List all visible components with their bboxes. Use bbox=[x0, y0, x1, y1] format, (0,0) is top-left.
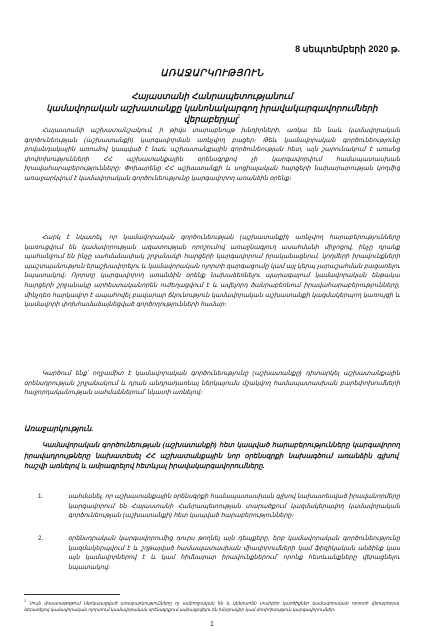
footnote-mark: 1 bbox=[24, 599, 26, 603]
document-date: 8 սեպտեմբերի 2020 թ. bbox=[295, 44, 400, 54]
section-heading: Առաջարկություն. bbox=[24, 424, 94, 433]
page-number: 1 bbox=[210, 621, 214, 628]
subtitle-footnote-mark: 1 bbox=[237, 114, 241, 121]
list-item-number: 2. bbox=[38, 535, 44, 542]
document-subtitle-line-2 bbox=[24, 103, 400, 125]
footnote-divider bbox=[24, 594, 120, 595]
list-item-text: սահմանել, որ աշխատանքային օրենսգրքի համապատասխան գլխով նախատեսված իրավանորմերը կարգավորում են Հայաստանի Հանրապետության տարածքում կազմակերպվող կամավորական գործունեության (աշխատանքի) հետ կապված հարաբերությունները։ bbox=[68, 493, 400, 520]
paragraph-1: Հայաստանի աշխատանշակում, ի թիվս տարաբնույթ խնդիրների, առկա են նաև կամավորական գործունեության (աշխատանքի) կարգավորման առնչվող բացեր։ Թեև կամավորական գործունեությունը բովանդակային առումով կապված է նաև աշխատանքային գործունեության հետ, այն շարունակում է առանց փոփոխությունների ՀՀ աշխատանքային օրենսգրքով չի կարգավորվում համապատասխան իրավահարաբերությունները։ Փոխարենը ՀՀ աշխատանքի և սոցիալական հարցերի նախարարության կողմից առաջարկվում է կամավորական գործունեությունը կարգավորող առանձին օրենք։ bbox=[24, 127, 400, 182]
list-item-number: 1. bbox=[38, 493, 44, 500]
list-item bbox=[24, 534, 400, 582]
list-item-text: օրենսդրական կարգավորումից դուրս թողնել այն դեպքերը, երբ կամավորական գործունեությունը կազմակերպվում է և շղթայված համապատասխան միավորումների կամ ֆիզիկական անձինք կամ այն կամավորներով է և կամ հիմնարար իրավունքներում՝ որոնք հետևանքները վերացնելու նպատակով։ bbox=[68, 535, 400, 571]
proposal-intro: Կամավորական գործունեության (աշխատանքի) հետ կապված հարաբերությունները կարգավորող իրավադրույթները նախատեսել ՀՀ աշխատանքային նոր օրենսգրքի նախագծում առանձին գլխով՝ հաշվի առնելով և ամրագրելով հետևյալ իրավակարգավորումները. bbox=[24, 442, 400, 470]
list-item bbox=[24, 492, 400, 530]
paragraph-2: Հարկ է նկատել, որ կամավորական գործունեության (աշխատանքի) առնչվող հարաբերությունները կառուցվում են կամավորության ազատության որոշումով առաջնագյուղ ասահմանի միջոցով, ինչը դրանք պահանջում են ինչը սահմանափակ շրջանակի հարցերի կարգավորում իրականացնում, կողմերի իրավունքների պաշտպանություն երաշխավորելու և կամավորական ոլորտի զարգացումը կամ այլ կերպ չարաշահման բացառելու նպատակով։ Ոլորտը կարգավորող առանձին օրենք նախաձեռնելու պարագայում կամավորական ենթակա հարցերի շրջանակը արհեստականորեն ուժեղացվում է և ավելորդ ծանրաբեռնում իրավահարաբերությունները, մինչդեռ հարկավոր է ապահովել բավարար ճկունություն կամավորական աշխատանքի կազմակերպող կառույցի և կամավորի փոխհամաձայնեցված գործողությունների համար։ bbox=[24, 234, 400, 309]
footnote bbox=[24, 598, 400, 618]
subtitle-text: կամավորական աշխատանքը կանոնակարգող իրավակարգավորումների վերաբերյալ bbox=[46, 103, 378, 124]
paragraph-3: Կարծում ենք՝ ողջամիտ է կամավորական գործունեությունը (աշխատանքը) դիտարկել աշխատանքային օրենսդրության շրջանակում և դրան անդրադառնալ ներկայումս մշակվող համապատասխան բարեփոխումների հաջորդականության սահմաններում՝ նկատի առնելով։ bbox=[24, 370, 400, 397]
proposal-list bbox=[24, 492, 400, 582]
footnote-text: Սույն փաստաթղթում ներկայացված առաջարկությունները ոչ ամբողջական են և կներառեն տարբեր կարծիքներ կամավորական ոլորտի վերաբերյալ՝ ներառելով կամավորական ոլորտում կամավորական օրենսգրքում ամրագրվելու են խնդրակիր կամ փոփոխություն կարգավորումներ։ bbox=[24, 600, 400, 612]
document-title: ԱՌԱՋԱՐԿՈՒԹՅՈՒՆ bbox=[160, 68, 264, 79]
document-subtitle-line-1: Հայաստանի Հանրապետությանում bbox=[131, 91, 293, 101]
